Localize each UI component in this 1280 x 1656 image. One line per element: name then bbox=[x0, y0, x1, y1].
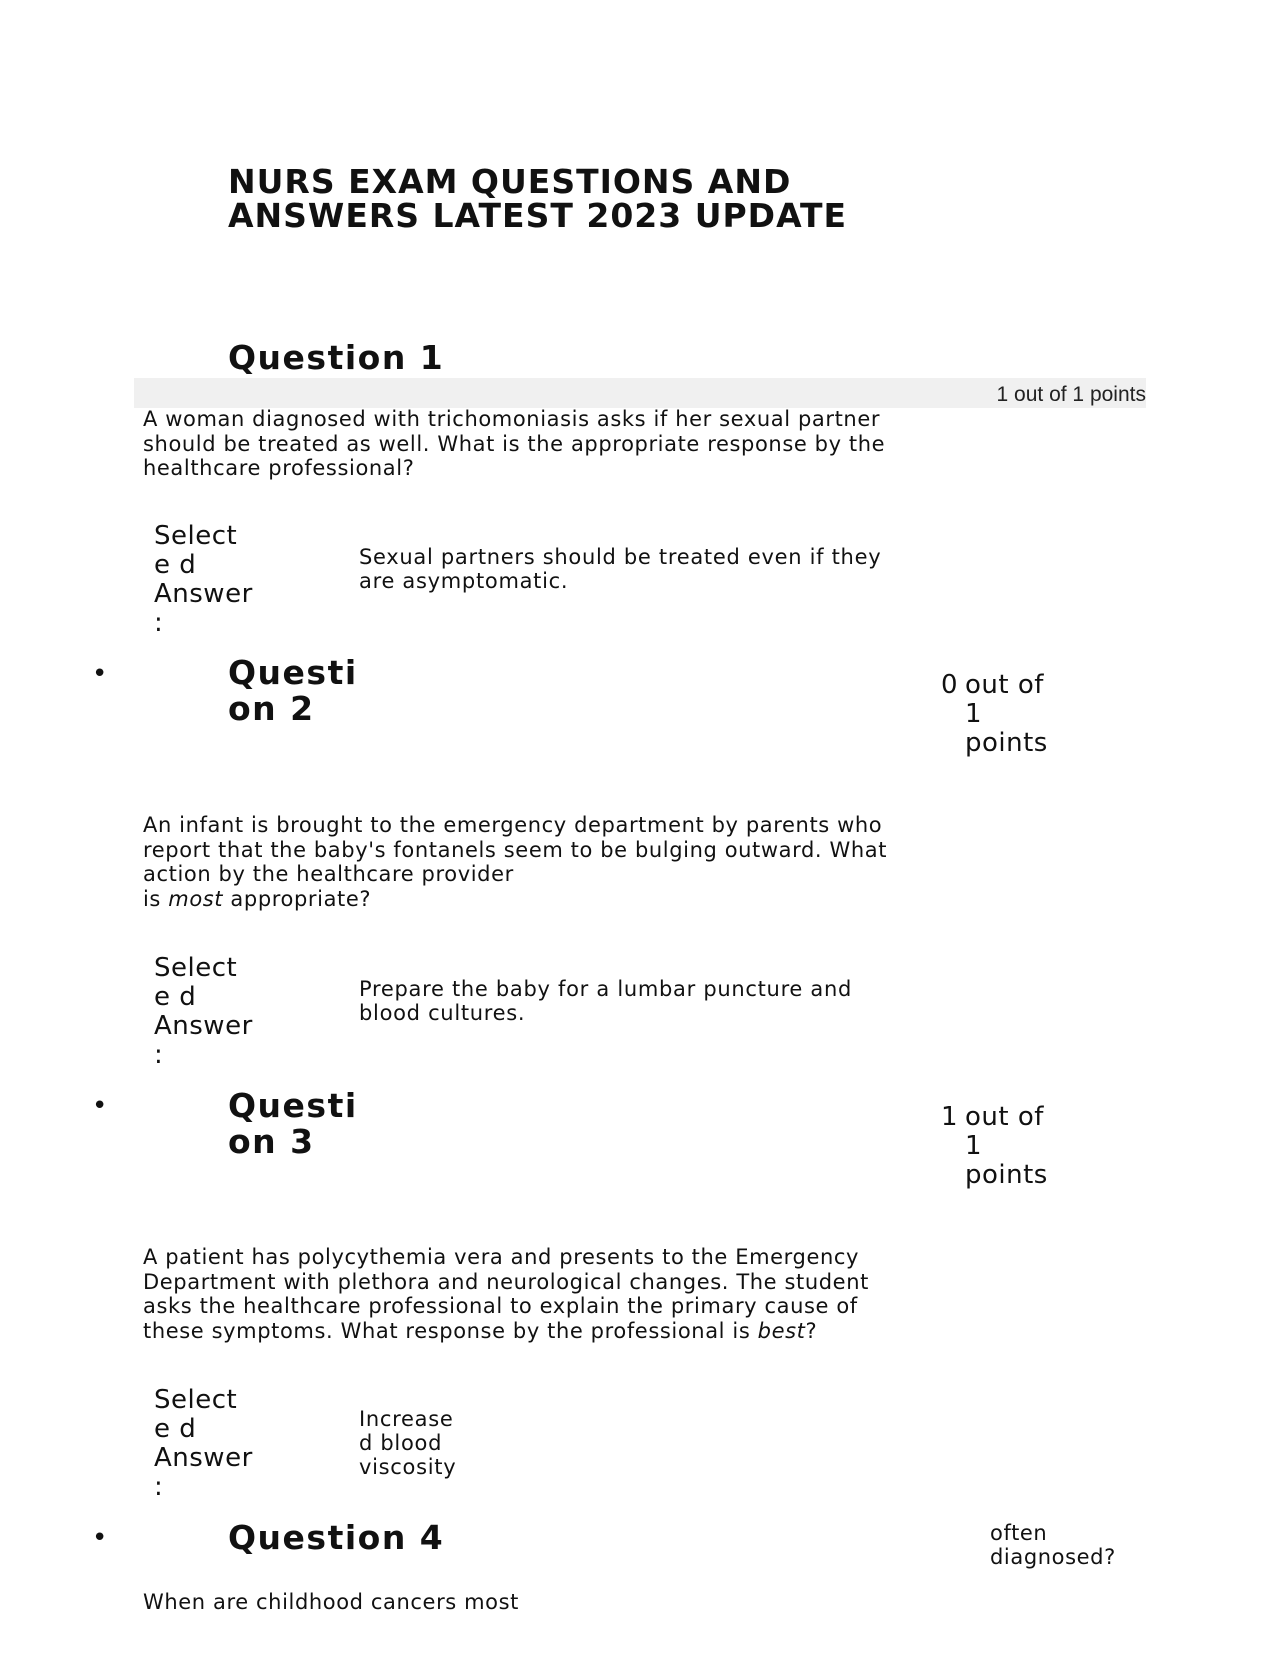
question-1-text-line: healthcare professional? bbox=[143, 456, 415, 480]
question-1-score-bar bbox=[134, 378, 1146, 408]
answer-line: Sexual partners should be treated even if they bbox=[359, 545, 882, 569]
document-title-line-1: NURS EXAM QUESTIONS AND bbox=[228, 162, 792, 201]
question-1-score: 1 out of 1 points bbox=[996, 383, 1146, 406]
label-line: : bbox=[154, 1040, 164, 1070]
question-3-text-line: asks the healthcare professional to explain the primary cause of bbox=[143, 1294, 858, 1318]
heading-line: on 2 bbox=[228, 689, 315, 728]
label-line: Answer bbox=[154, 1443, 253, 1473]
label-line: Select bbox=[154, 1385, 238, 1415]
question-2-text bbox=[143, 813, 1043, 911]
question-3-text-fragment: these symptoms. What response by the professional is bbox=[143, 1318, 758, 1343]
question-3-text-line: Department with plethora and neurological changes. The student bbox=[143, 1269, 869, 1294]
question-2-text-line: action by the healthcare provider bbox=[143, 862, 514, 886]
question-2-text-fragment: appropriate? bbox=[223, 886, 372, 911]
question-2-score bbox=[941, 671, 1085, 758]
answer-line: Prepare the baby for a lumbar puncture and bbox=[359, 977, 853, 1001]
question-1-heading: Question 1 bbox=[228, 338, 445, 377]
question-2-bullet: • bbox=[92, 659, 108, 689]
question-2-heading bbox=[228, 655, 358, 727]
score-line: 1 bbox=[965, 1131, 983, 1161]
label-line: Select bbox=[154, 953, 238, 983]
question-2-selected-answer bbox=[359, 977, 999, 1025]
score-line: points bbox=[965, 1160, 1048, 1190]
answer-line: Increase bbox=[359, 1407, 454, 1431]
label-line: : bbox=[154, 608, 164, 638]
question-2-text-line: An infant is brought to the emergency department by parents who bbox=[143, 813, 883, 837]
heading-line: on 3 bbox=[228, 1122, 315, 1161]
answer-line: are asymptomatic. bbox=[359, 569, 569, 593]
question-3-emphasis: best bbox=[757, 1318, 806, 1343]
question-4-text-line: diagnosed? bbox=[990, 1545, 1116, 1569]
question-3-bullet: • bbox=[92, 1091, 108, 1121]
answer-line: blood cultures. bbox=[359, 1001, 526, 1025]
label-line: Answer bbox=[154, 579, 253, 609]
score-line: 1 bbox=[965, 699, 983, 729]
label-line: Answer bbox=[154, 1011, 253, 1041]
question-2-emphasis: most bbox=[168, 886, 224, 911]
answer-line: d blood bbox=[359, 1431, 443, 1455]
document-title-line-2: ANSWERS LATEST 2023 UPDATE bbox=[228, 196, 848, 235]
label-line: Select bbox=[154, 521, 238, 551]
question-1-selected-answer bbox=[359, 545, 999, 593]
question-4-bullet: • bbox=[92, 1523, 108, 1553]
label-line: : bbox=[154, 1472, 164, 1502]
question-2-selected-answer-label bbox=[154, 954, 284, 1070]
question-3-heading bbox=[228, 1088, 358, 1160]
question-3-selected-answer-label bbox=[154, 1386, 284, 1502]
question-4-text-line: When are childhood cancers most bbox=[143, 1590, 519, 1614]
score-number: 1 bbox=[941, 1102, 959, 1132]
question-2-text-fragment: is bbox=[143, 886, 169, 911]
label-line: e d bbox=[154, 982, 197, 1012]
question-2-text-line: report that the baby's fontanels seem to be bulging outward. What bbox=[143, 837, 888, 862]
question-3-score bbox=[941, 1103, 1085, 1190]
heading-line: Questi bbox=[228, 1086, 358, 1125]
question-1-selected-answer-label bbox=[154, 522, 284, 638]
question-3-text bbox=[143, 1245, 1043, 1343]
score-line: out of bbox=[965, 670, 1044, 700]
answer-line: viscosity bbox=[359, 1455, 457, 1479]
label-line: e d bbox=[154, 1414, 197, 1444]
score-line: points bbox=[965, 728, 1048, 758]
question-3-text-fragment: ? bbox=[805, 1318, 818, 1343]
question-1-text-line: A woman diagnosed with trichomoniasis asks if her sexual partner bbox=[143, 407, 881, 431]
label-line: e d bbox=[154, 550, 197, 580]
question-4-text-line: often bbox=[990, 1521, 1048, 1545]
question-4-text-fragment bbox=[990, 1521, 1190, 1569]
document-title bbox=[228, 162, 1088, 235]
score-line: out of bbox=[965, 1102, 1044, 1132]
question-3-text-line: A patient has polycythemia vera and presents to the Emergency bbox=[143, 1245, 860, 1269]
score-number: 0 bbox=[941, 670, 959, 700]
heading-line: Questi bbox=[228, 653, 358, 692]
question-4-heading: Question 4 bbox=[228, 1518, 445, 1557]
question-1-text bbox=[143, 407, 1043, 481]
question-4-text bbox=[143, 1590, 1043, 1615]
question-3-selected-answer bbox=[359, 1407, 499, 1479]
question-1-text-line: should be treated as well. What is the appropriate response by the bbox=[143, 431, 886, 456]
